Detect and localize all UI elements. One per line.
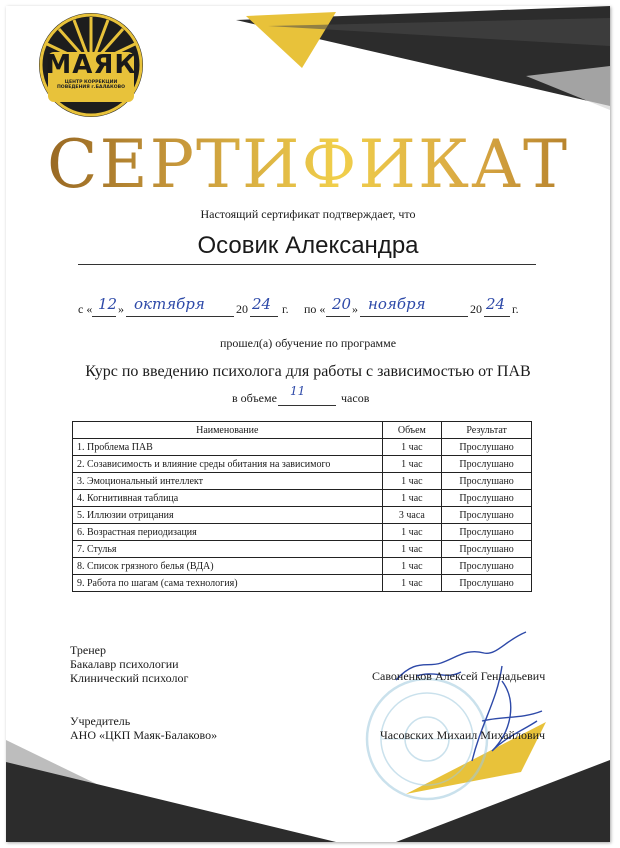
table-row	[73, 439, 532, 456]
table-row	[73, 575, 532, 592]
result-cell: Прослушано	[442, 439, 532, 456]
to-year-prefix: 20	[470, 302, 482, 316]
trainer-role-3: Клинический психолог	[70, 671, 189, 685]
table-row	[73, 456, 532, 473]
trainer-name: Савоненков Алексей Геннадьевич	[372, 669, 546, 683]
founder-credentials	[70, 714, 217, 742]
trainer-credentials	[70, 643, 188, 685]
topic-cell: 2. Созависимость и влияние среды обитания на зависимого	[73, 456, 383, 473]
founder-role-2: АНО «ЦКП Маяк-Балаково»	[70, 728, 218, 742]
hours-cell: 1 час	[382, 541, 442, 558]
to-month: ноября	[368, 295, 426, 313]
topic-cell: 3. Эмоциональный интеллект	[73, 473, 383, 490]
logo-subtitle: ЦЕНТР КОРРЕКЦИИ ПОВЕДЕНИЯ г.БАЛАКОВО	[56, 80, 126, 90]
result-cell: Прослушано	[442, 490, 532, 507]
to-prefix: по «	[304, 302, 326, 316]
hours-cell: 3 часа	[382, 507, 442, 524]
result-cell: Прослушано	[442, 524, 532, 541]
table-row	[73, 541, 532, 558]
result-cell: Прослушано	[442, 473, 532, 490]
volume-underline	[278, 405, 336, 406]
topic-cell: 1. Проблема ПАВ	[73, 439, 383, 456]
to-day: 20	[332, 295, 352, 313]
result-cell: Прослушано	[442, 507, 532, 524]
bottom-dark-band	[6, 762, 336, 842]
header-volume: Объем	[382, 422, 442, 439]
topic-cell: 9. Работа по шагам (сама технология)	[73, 575, 383, 592]
hours-cell: 1 час	[382, 558, 442, 575]
from-prefix: с «	[78, 302, 93, 316]
table-header-row	[73, 422, 532, 439]
volume-suffix: часов	[341, 391, 370, 405]
founder-role-1: Учредитель	[70, 714, 131, 728]
from-day: 12	[98, 295, 118, 313]
topic-cell: 6. Возрастная периодизация	[73, 524, 383, 541]
confirm-text: Настоящий сертификат подтверждает, что	[200, 207, 416, 221]
header-result: Результат	[442, 422, 532, 439]
from-month: октября	[134, 295, 205, 313]
passed-text: прошел(а) обучение по программе	[219, 336, 397, 350]
table-row	[73, 507, 532, 524]
hours-cell: 1 час	[382, 575, 442, 592]
result-cell: Прослушано	[442, 558, 532, 575]
founder-name: Часовских Михаил Михайлович	[380, 728, 546, 742]
from-close: »	[118, 302, 124, 316]
from-suffix: г.	[282, 302, 289, 316]
volume-prefix: в объеме	[232, 391, 277, 405]
certificate-page	[6, 6, 610, 842]
hours-cell: 1 час	[382, 473, 442, 490]
result-cell: Прослушано	[442, 541, 532, 558]
course-title: Курс по введению психолога для работы с зависимостью от ПАВ	[85, 363, 531, 380]
hours-cell: 1 час	[382, 439, 442, 456]
name-underline	[78, 264, 536, 265]
table-row	[73, 473, 532, 490]
to-suffix: г.	[512, 302, 519, 316]
table-row	[73, 558, 532, 575]
to-year: 24	[486, 295, 506, 313]
table-row	[73, 524, 532, 541]
to-close: »	[352, 302, 358, 316]
result-cell: Прослушано	[442, 575, 532, 592]
from-year: 24	[252, 295, 272, 313]
mayak-logo	[36, 10, 146, 120]
hours-cell: 1 час	[382, 524, 442, 541]
hours-cell: 1 час	[382, 490, 442, 507]
recipient-name: Осовик Александра	[197, 232, 419, 259]
program-table	[72, 421, 532, 592]
trainer-role-2: Бакалавр психологии	[70, 657, 179, 671]
trainer-role-1: Тренер	[70, 643, 106, 657]
hours-cell: 1 час	[382, 456, 442, 473]
header-name: Наименование	[73, 422, 383, 439]
result-cell: Прослушано	[442, 456, 532, 473]
from-year-prefix: 20	[236, 302, 248, 316]
top-gold-stripe	[246, 12, 336, 68]
logo-word: МАЯК	[45, 50, 137, 80]
certificate-title: СЕРТИФИКАТ	[6, 126, 610, 203]
topic-cell: 4. Когнитивная таблица	[73, 490, 383, 507]
topic-cell: 5. Иллюзии отрицания	[73, 507, 383, 524]
table-row	[73, 490, 532, 507]
topic-cell: 8. Список грязного белья (ВДА)	[73, 558, 383, 575]
topic-cell: 7. Стулья	[73, 541, 383, 558]
volume-hours: 11	[290, 384, 306, 398]
